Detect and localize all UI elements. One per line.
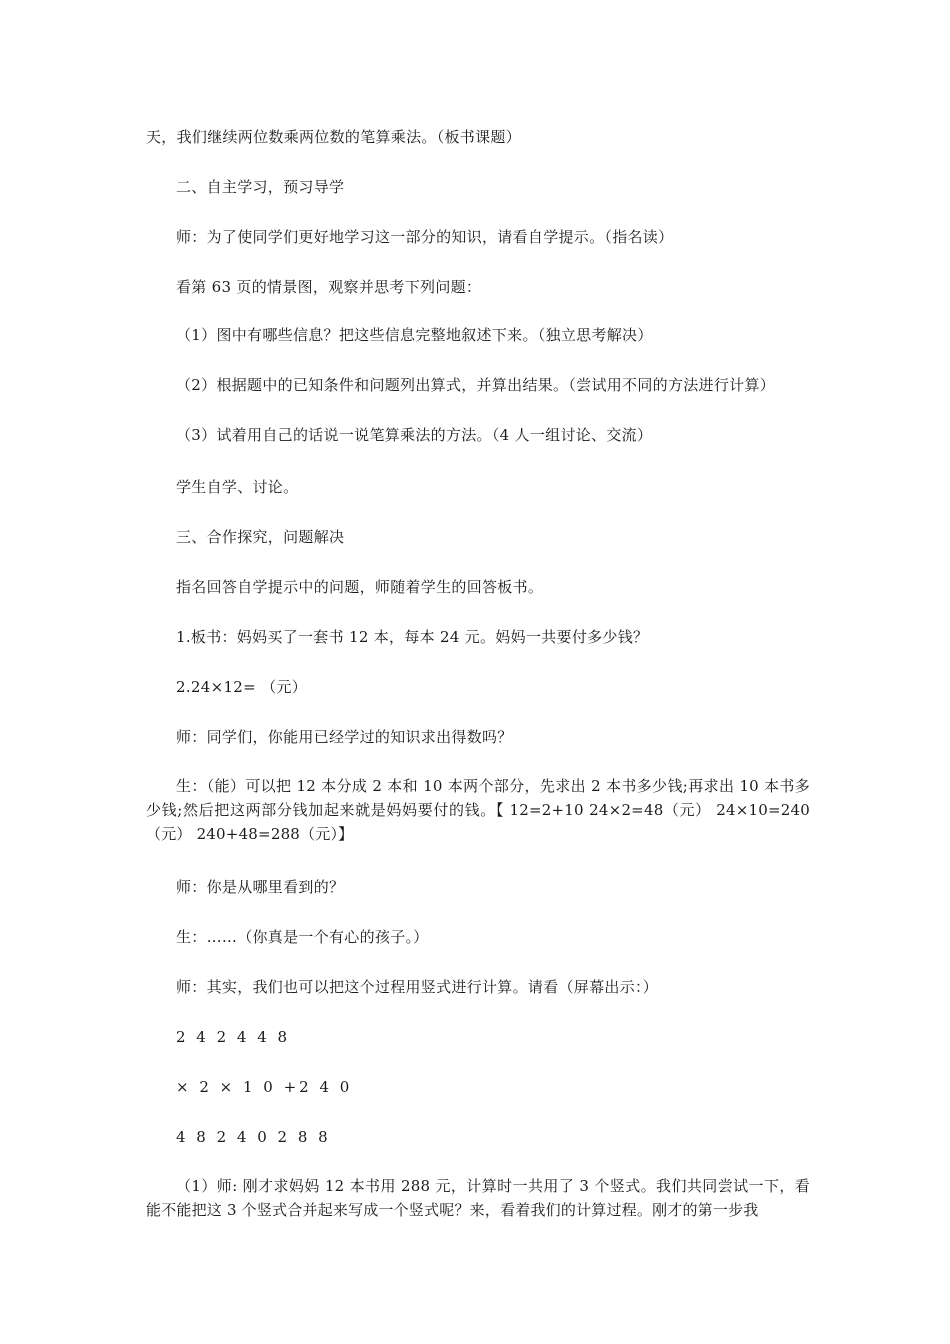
question-3: （3）试着用自己的话说一说笔算乘法的方法。（4 人一组讨论、交流） <box>176 426 653 444</box>
paragraph-teacher-hint: 师：为了使同学们更好地学习这一部分的知识，请看自学提示。（指名读） <box>176 228 674 246</box>
paragraph-equation: 2.24×12= （元） <box>176 678 307 696</box>
paragraph-teacher-where: 师：你是从哪里看到的？ <box>176 878 345 896</box>
paragraph-students-discuss: 学生自学、讨论。 <box>176 478 299 496</box>
paragraph-student-answer <box>146 774 810 846</box>
paragraph-answer-questions: 指名回答自学提示中的问题，师随着学生的回答板书。 <box>176 578 544 596</box>
paragraph-student-reply: 生：……（你真是一个有心的孩子。） <box>176 928 429 946</box>
section-heading-self-study: 二、自主学习，预习导学 <box>176 178 345 196</box>
vertical-calc-row-3: 4 8 2 4 0 2 8 8 <box>176 1128 331 1146</box>
paragraph-intro-continuation: 天，我们继续两位数乘两位数的笔算乘法。（板书课题） <box>146 128 522 146</box>
student-answer-text: 生：（能）可以把 12 本分成 2 本和 10 本两个部分，先求出 2 本书多少钱;再求出 10 本书多少钱;然后把这两部分钱加起来就是妈妈要付的钱。【 12=2+10 24×2=48（元） 24×10=240（元） 240+48=288（元）】 <box>146 777 810 843</box>
combine-vertical-text: （1）师: 刚才求妈妈 12 本书用 288 元，计算时一共用了 3 个竖式。我们共同尝试一下，看能不能把这 3 个竖式合并起来写成一个竖式呢？来，看着我们的计算过程。刚才的第一步我 <box>146 1177 810 1219</box>
question-2: （2）根据题中的已知条件和问题列出算式，并算出结果。（尝试用不同的方法进行计算） <box>176 376 776 394</box>
vertical-calc-row-1: 2 4 2 4 4 8 <box>176 1028 291 1046</box>
paragraph-vertical-form: 师：其实，我们也可以把这个过程用竖式进行计算。请看（屏幕出示：） <box>176 978 659 996</box>
section-heading-cooperation: 三、合作探究，问题解决 <box>176 528 345 546</box>
paragraph-combine-vertical <box>146 1174 810 1222</box>
question-1: （1）图中有哪些信息？把这些信息完整地叙述下来。（独立思考解决） <box>176 326 653 344</box>
paragraph-page-63: 看第 63 页的情景图，观察并思考下列问题： <box>176 278 482 296</box>
paragraph-board-problem: 1.板书：妈妈买了一套书 12 本，每本 24 元。妈妈一共要付多少钱？ <box>176 628 649 646</box>
paragraph-teacher-question: 师：同学们，你能用已经学过的知识求出得数吗？ <box>176 728 513 746</box>
vertical-calc-row-2: × 2 × 1 0 +2 4 0 <box>176 1078 353 1096</box>
